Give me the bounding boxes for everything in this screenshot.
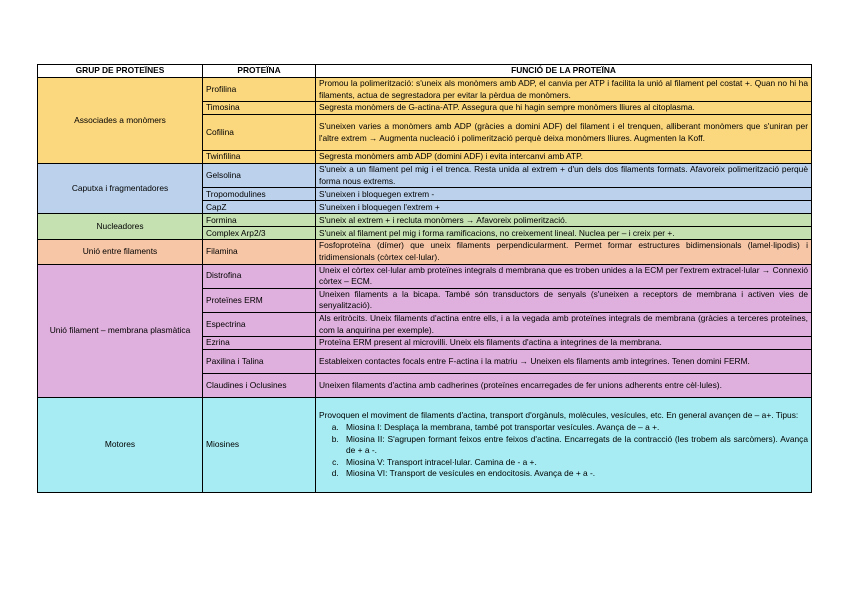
protein-name: Paxilina i Talina <box>203 350 316 374</box>
protein-function: Estableixen contactes focals entre F-actina i la matriu → Uneixen els filaments amb integrines. Tenen domini FERM. <box>316 350 812 374</box>
header-group: GRUP DE PROTEÏNES <box>38 65 203 78</box>
protein-name: Claudines i Oclusines <box>203 374 316 398</box>
protein-function: Segresta monòmers de G-actina-ATP. Assegura que hi hagin sempre monòmers lliures al citoplasma. <box>316 102 812 115</box>
protein-function: S'uneixen i bloquegen l'extrem + <box>316 201 812 214</box>
group-motores: Motores <box>38 398 203 493</box>
miosines-intro: Provoquen el moviment de filaments d'actina, transport d'orgànuls, molècules, vesícules, etc. En general avançen de – a+. Tipus: <box>319 410 799 421</box>
table-row <box>38 398 812 493</box>
proteins-table <box>37 64 812 493</box>
list-item: d. Miosina VI: Transport de vesícules en endocitosis. Avança de + a -. <box>341 468 808 480</box>
protein-name: Complex Arp2/3 <box>203 227 316 240</box>
protein-function: S'uneix al filament pel mig i forma ramificacions, no creixement lineal. Nuclea per – i creix per +. <box>316 227 812 240</box>
miosines-types <box>319 422 808 480</box>
protein-name: Gelsolina <box>203 164 316 188</box>
list-item: a. Miosina I: Desplaça la membrana, també pot transportar vesícules. Avança de – a +. <box>341 422 808 434</box>
group-membrana: Unió filament – membrana plasmàtica <box>38 264 203 398</box>
table-row <box>38 164 812 188</box>
protein-name: Tropomodulines <box>203 188 316 201</box>
protein-name: Filamina <box>203 240 316 264</box>
list-item: b. Miosina II: S'agrupen formant feixos entre feixos d'actina. Encarregats de la contracció (les trobem als sarcòmers). Avança de + a -. <box>341 434 808 457</box>
protein-function: S'uneix al extrem + i recluta monòmers → Afavoreix polimerització. <box>316 214 812 227</box>
protein-name: Distrofina <box>203 264 316 288</box>
protein-name: Timosina <box>203 102 316 115</box>
protein-function: Uneixen filaments a la bicapa. També són transductors de senyals (s'uneixen a receptors de membrana i activen vies de senyalització). <box>316 288 812 312</box>
protein-function: Promou la polimerització: s'uneix als monòmers amb ADP, el canvia per ATP i facilita la unió al filament pel costat +. Quan no hi ha filaments, actua de segrestadora per evitar la pèrdua de monòmers. <box>316 78 812 102</box>
header-row <box>38 65 812 78</box>
protein-name: Miosines <box>203 398 316 493</box>
protein-function: S'uneix a un filament pel mig i el trenca. Resta unida al extrem + d'un dels dos filaments formats. Afavoreix polimerització perquè forma nous extrems. <box>316 164 812 188</box>
protein-function: Als eritròcits. Uneix filaments d'actina entre ells, i a la vegada amb proteïnes integrals de membrana (gràcies a terceres proteïnes, com la anquirina per exemple). <box>316 312 812 336</box>
protein-name: Ezrina <box>203 337 316 350</box>
group-caputxa: Caputxa i fragmentadores <box>38 164 203 214</box>
protein-name: Cofilina <box>203 115 316 151</box>
protein-name: Formina <box>203 214 316 227</box>
group-nucleadores: Nucleadores <box>38 214 203 240</box>
protein-name: Twinfilina <box>203 151 316 164</box>
group-assoc: Associades a monòmers <box>38 78 203 164</box>
protein-function: Uneix el còrtex cel·lular amb proteïnes integrals d membrana que es troben unides a la ECM per l'extrem extracel·lular → Connexió còrtex – ECM. <box>316 264 812 288</box>
protein-function: S'uneixen i bloquegen extrem - <box>316 188 812 201</box>
table-row <box>38 240 812 264</box>
table-row <box>38 264 812 288</box>
protein-function: S'uneixen varies a monòmers amb ADP (gràcies a domini ADF) del filament i el trenquen, alliberant monòmers que s'uniran per l'altre extrem → Augmenta nucleació i polimerització perquè deixa monòmers lliures. Augmenten la Koff. <box>316 115 812 151</box>
protein-name: Profilina <box>203 78 316 102</box>
protein-function <box>316 398 812 493</box>
protein-function: Proteïna ERM present al microvilli. Uneix els filaments d'actina a integrines de la membrana. <box>316 337 812 350</box>
group-unio-filaments: Unió entre filaments <box>38 240 203 264</box>
protein-function: Uneixen filaments d'actina amb cadherines (proteïnes encarregades de fer unions adherents entre cèl·lules). <box>316 374 812 398</box>
protein-name: CapZ <box>203 201 316 214</box>
list-item: c. Miosina V: Transport intracel·lular. Camina de - a +. <box>341 457 808 469</box>
table-row <box>38 78 812 102</box>
protein-name: Proteïnes ERM <box>203 288 316 312</box>
header-protein: PROTEÏNA <box>203 65 316 78</box>
protein-function: Fosfoproteïna (dímer) que uneix filaments perpendicularment. Permet formar estructures bidimensionals (lamel·lipodis) i tridimensionals (còrtex cel·lular). <box>316 240 812 264</box>
protein-name: Espectrina <box>203 312 316 336</box>
header-function: FUNCIÓ DE LA PROTEÏNA <box>316 65 812 78</box>
table-row <box>38 214 812 227</box>
protein-function: Segresta monòmers amb ADP (domini ADF) i evita intercanvi amb ATP. <box>316 151 812 164</box>
